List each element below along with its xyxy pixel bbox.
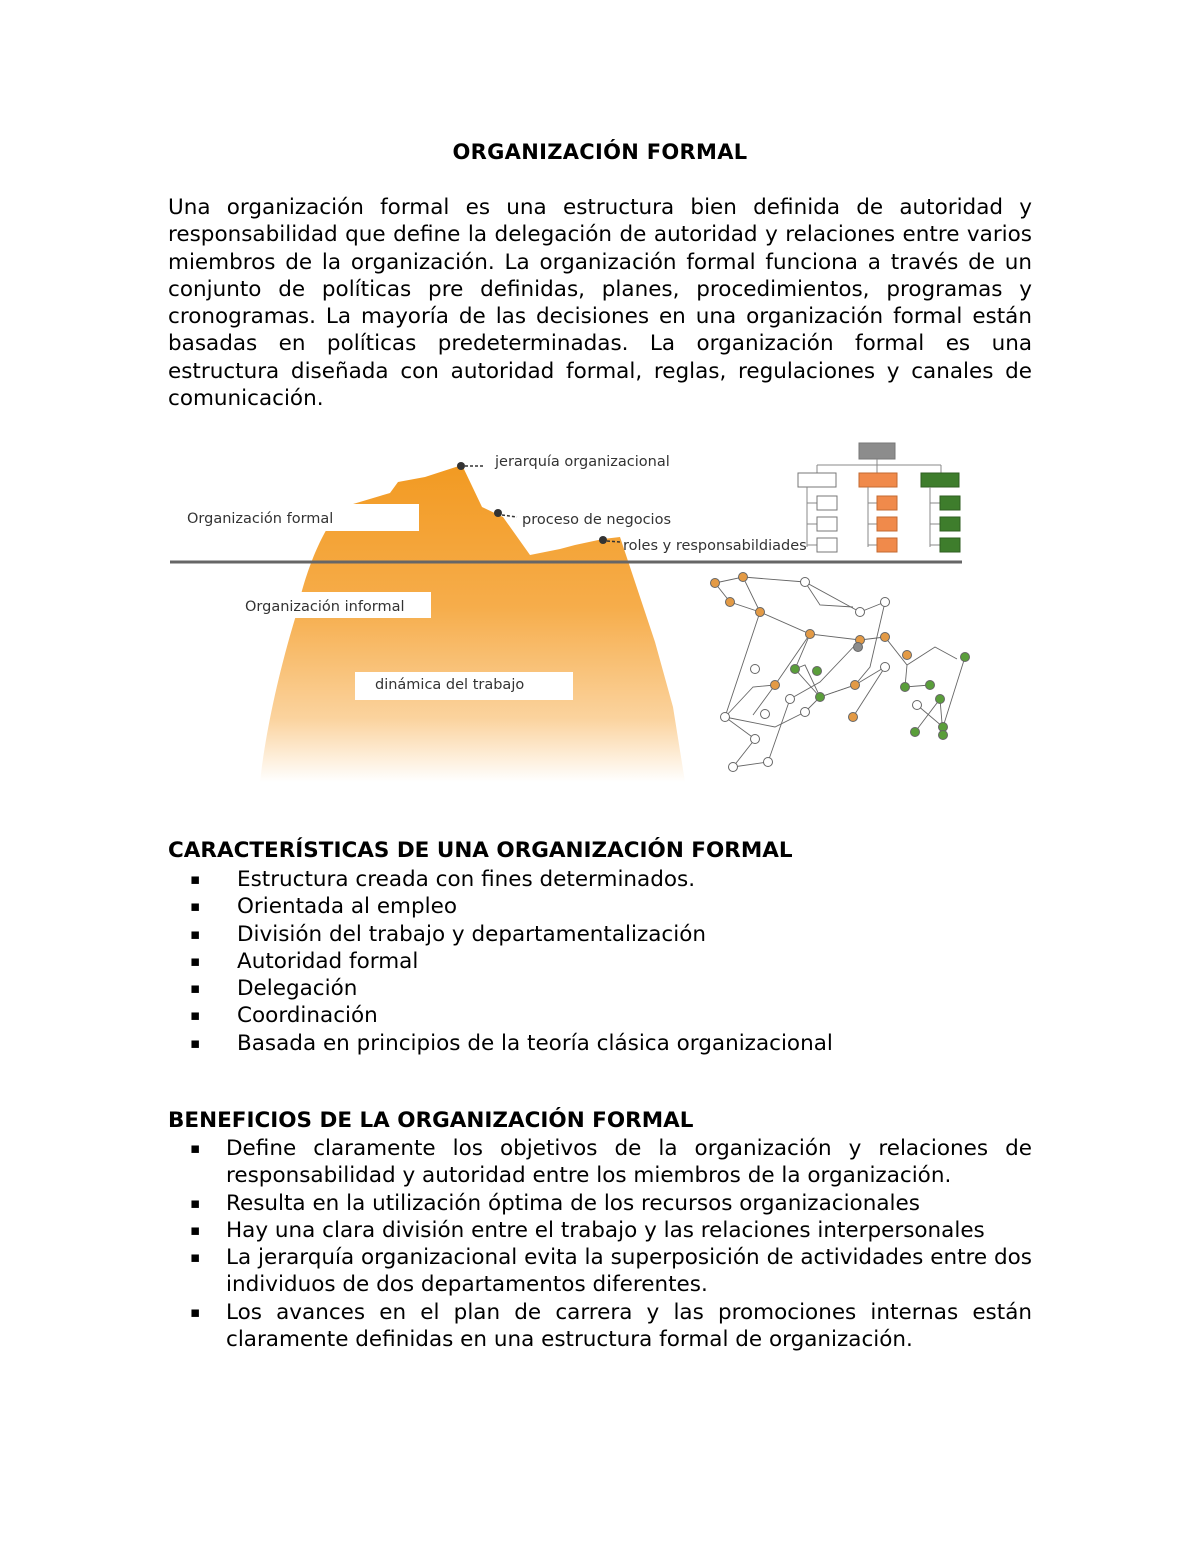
bullet-square-icon: ▪ [190,1302,201,1321]
bullet-square-icon: ▪ [190,870,201,888]
label-roles: roles y responsabildiades [623,538,807,554]
bullet-square-icon: ▪ [190,897,201,916]
bullet-square-icon: ▪ [190,1033,201,1052]
bullet-square-icon: ▪ [190,1139,201,1157]
list-item: ▪ Autoridad formal [190,948,419,974]
list-item: ▪ Hay una clara división entre el trabajo y las relaciones interpersonales [190,1217,985,1243]
iceberg-figure [165,437,975,782]
bullet-square-icon: ▪ [190,1248,201,1267]
list-item: ▪ La jerarquía organizacional evita la superposición de actividades entre dos individuos de dos departamentos diferentes. [190,1245,1032,1298]
label-proceso: proceso de negocios [522,512,671,528]
caracteristicas-list [168,866,1032,1057]
list-item: ▪ Basada en principios de la teoría clásica organizacional [190,1030,833,1056]
label-dinamica: dinámica del trabajo [375,677,525,693]
list-item: ▪ Delegación [190,976,358,1002]
list-item: ▪ División del trabajo y departamentalización [190,921,707,947]
label-organizacion-informal: Organización informal [245,599,405,615]
label-jerarquia: jerarquía organizacional [495,454,670,470]
bullet-square-icon: ▪ [190,979,201,998]
bullet-square-icon: ▪ [190,924,201,943]
label-organizacion-formal: Organización formal [187,511,334,527]
org-chart [798,443,960,552]
document-title: ORGANIZACIÓN FORMAL [452,140,748,164]
bullet-square-icon: ▪ [190,1193,201,1212]
caracteristicas-heading: CARACTERÍSTICAS DE UNA ORGANIZACIÓN FORMAL [168,838,793,863]
list-item: ▪ Los avances en el plan de carrera y las promociones internas están claramente definidas en una estructura formal de organización. [190,1299,1032,1353]
beneficios-list [168,1135,1032,1353]
network-graph [711,573,970,772]
list-item: ▪ Coordinación [190,1003,378,1029]
list-item: ▪ Orientada al empleo [190,894,458,920]
beneficios-heading: BENEFICIOS DE LA ORGANIZACIÓN FORMAL [168,1108,694,1133]
intro-paragraph: Una organización formal es una estructura bien definida de autoridad y responsabilidad que define la delegación de autoridad y relaciones entre varios miembros de la organización. La organización formal funciona a través de un conjunto de políticas pre definidas, planes, procedimientos, programas y cronogramas. La mayoría de las decisiones en una organización formal están basadas en políticas predeterminadas. La organización formal es una estructura diseñada con autoridad formal, reglas, regulaciones y canales de comunicación. [168,195,1032,412]
bullet-square-icon: ▪ [190,1220,201,1239]
bullet-square-icon: ▪ [190,1006,201,1025]
list-item: ▪ Resulta en la utilización óptima de los recursos organizacionales [190,1190,920,1216]
list-item: ▪ Estructura creada con fines determinados. [190,867,696,892]
list-item: ▪ Define claramente los objetivos de la organización y relaciones de responsabilidad y autoridad entre los miembros de la organización. [190,1136,1032,1189]
bullet-square-icon: ▪ [190,951,201,970]
